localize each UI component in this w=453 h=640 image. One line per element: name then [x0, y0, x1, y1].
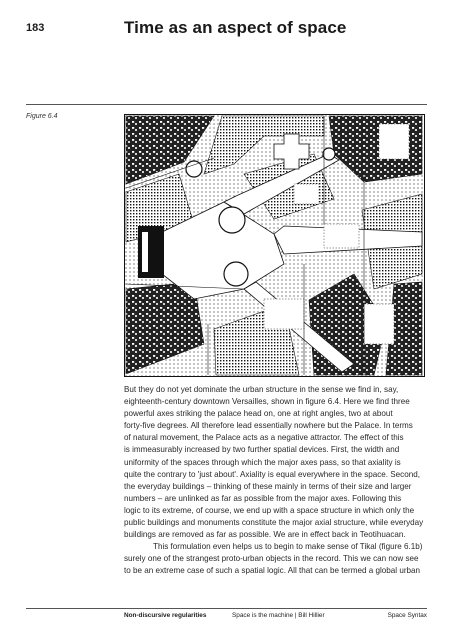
body-line: eighteenth-century downtown Versailles, shown in figure 6.4. Here we find three	[124, 397, 410, 407]
footer-series: Space Syntax	[387, 612, 427, 619]
body-line: logic to its extreme, of course, we end up with a space structure in which only the	[124, 505, 415, 515]
body-line: public buildings and monuments constitute the major axial structure, while everyday	[124, 518, 424, 528]
body-line: the everyday buildings – thinking of these mainly in terms of their size and larger	[124, 481, 412, 491]
body-line: quite the contrary to 'just about'. Axiality is equal everywhere in the space. Second,	[124, 469, 420, 479]
body-line: surely one of the strangest proto-urban objects in the record. This we can now see	[124, 554, 419, 564]
body-line: numbers – are unlinked as far as possible from the major axes. Following this	[124, 493, 402, 503]
top-rule	[26, 104, 427, 105]
body-line: of natural movement, the Palace acts as a negative attractor. The effect of this	[124, 433, 404, 443]
bottom-rule	[26, 608, 427, 609]
body-line: But they do not yet dominate the urban structure in the sense we find in, say,	[124, 385, 399, 394]
chapter-title: Time as an aspect of space	[124, 18, 347, 37]
versailles-plan-figure	[124, 114, 425, 377]
figure-label: Figure 6.4	[26, 113, 58, 120]
body-line: to be an extreme case of such a spatial logic. All that can be termed a global urban	[124, 566, 421, 576]
palace-block	[138, 226, 164, 278]
page-number: 183	[26, 22, 45, 34]
footer-section: Non-discursive regularities	[124, 612, 207, 619]
body-line: is immeasurably increased by two further spatial devices. First, the width and	[124, 445, 400, 455]
body-line: powerful axes striking the palace head on, one at right angles, two at about	[124, 409, 393, 419]
body-line: buildings are removed as far as possible. We are in effect back in Teotihuacan.	[124, 530, 406, 540]
footer-book: Space is the machine | Bill Hillier	[232, 612, 325, 619]
body-line: uniformity of the spaces through which the major axes pass, so that axiality is	[124, 457, 401, 467]
body-line: This formulation even helps us to begin to make sense of Tikal (figure 6.1b)	[153, 542, 423, 552]
body-text	[124, 384, 428, 578]
body-line: forty-five degrees. All therefore lead essentially nowhere but the Palace. In terms	[124, 421, 413, 431]
